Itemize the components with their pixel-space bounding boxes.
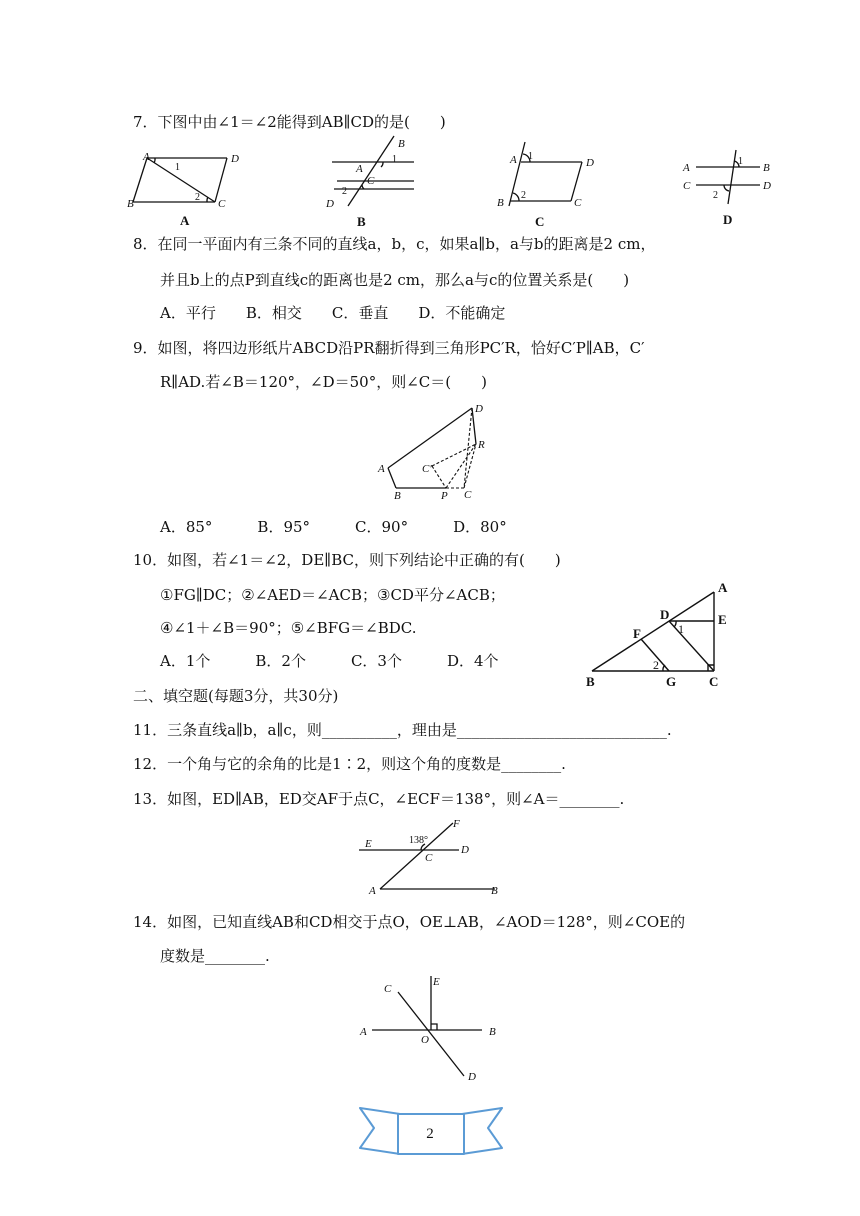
q14-stem-line2: 度数是________. — [160, 947, 270, 965]
q7-figure-d — [676, 146, 786, 228]
svg-text:1: 1 — [738, 156, 743, 167]
svg-text:1: 1 — [678, 622, 684, 636]
q9-options: A．85° B．95° C．90° D．80° — [160, 518, 507, 536]
svg-text:G: G — [666, 674, 677, 689]
svg-text:1: 1 — [392, 154, 397, 165]
q10-conclusions-line1: ①FG∥DC；②∠AED＝∠ACB；③CD平分∠ACB； — [160, 586, 505, 604]
svg-text:138°: 138° — [409, 835, 428, 846]
svg-text:C′: C′ — [422, 463, 432, 475]
q8-stem-line1: 8．在同一平面内有三条不同的直线a，b，c，如果a∥b，a与b的距离是2 cm， — [133, 235, 656, 253]
svg-text:D: D — [475, 403, 483, 415]
svg-text:D: D — [763, 180, 771, 192]
svg-text:2: 2 — [713, 190, 718, 201]
svg-text:C: C — [574, 197, 582, 209]
svg-text:C: C — [683, 180, 691, 192]
q14-stem-line1: 14．如图，已知直线AB和CD相交于点O，OE⊥AB，∠AOD＝128°，则∠COE的 — [133, 913, 686, 931]
svg-text:A: A — [718, 580, 728, 595]
svg-text:C: C — [218, 198, 226, 210]
svg-text:R: R — [478, 439, 485, 451]
svg-text:O: O — [421, 1034, 429, 1046]
q14-figure — [352, 972, 512, 1087]
svg-text:D: D — [723, 212, 733, 227]
svg-text:2: 2 — [342, 186, 347, 197]
q7-figure-a — [125, 148, 255, 228]
svg-text:E: E — [433, 976, 440, 988]
svg-text:P: P — [441, 490, 448, 502]
svg-text:A: A — [143, 151, 150, 163]
svg-text:E: E — [718, 612, 727, 627]
svg-text:A: A — [360, 1026, 367, 1038]
svg-text:2: 2 — [195, 192, 200, 203]
q10-figure — [582, 576, 742, 692]
section-2-title: 二、填空题(每题3分，共30分) — [133, 687, 339, 705]
page-number: 2 — [426, 1126, 434, 1142]
svg-text:C: C — [425, 852, 433, 864]
svg-text:B: B — [357, 214, 366, 229]
svg-text:2: 2 — [653, 658, 659, 672]
q8-stem-line2: 并且b上的点P到直线c的距离也是2 cm，那么a与c的位置关系是( ) — [160, 271, 630, 289]
q12-stem: 12．一个角与它的余角的比是1∶2，则这个角的度数是________. — [133, 755, 566, 773]
q13-stem: 13．如图，ED∥AB，ED交AF于点C，∠ECF＝138°，则∠A＝________. — [133, 790, 625, 808]
svg-text:F: F — [633, 626, 641, 641]
svg-text:A: A — [180, 213, 190, 228]
svg-text:1: 1 — [528, 151, 533, 162]
svg-text:E: E — [365, 838, 372, 850]
svg-text:A: A — [369, 885, 376, 897]
svg-text:F: F — [453, 818, 460, 830]
q9-stem-line1: 9．如图，将四边形纸片ABCD沿PR翻折得到三角形PC′R，恰好C′P∥AB，C′ — [133, 339, 645, 357]
q10-stem: 10．如图，若∠1＝∠2，DE∥BC，则下列结论中正确的有( ) — [133, 551, 561, 569]
svg-text:2: 2 — [521, 190, 526, 201]
svg-text:D: D — [461, 844, 469, 856]
svg-text:C: C — [384, 983, 392, 995]
q8-options: A．平行 B．相交 C．垂直 D．不能确定 — [160, 304, 506, 322]
svg-text:B: B — [398, 138, 405, 150]
svg-text:D: D — [468, 1071, 476, 1083]
svg-text:1: 1 — [175, 162, 180, 173]
svg-text:B: B — [586, 674, 595, 689]
svg-text:A: A — [356, 163, 363, 175]
svg-text:B: B — [394, 490, 401, 502]
svg-text:B: B — [497, 197, 504, 209]
svg-text:B: B — [763, 162, 770, 174]
q10-options: A．1个 B．2个 C．3个 D．4个 — [160, 652, 499, 670]
q7-figure-c — [493, 140, 613, 228]
q7-stem: 7．下图中由∠1＝∠2能得到AB∥CD的是( ) — [133, 113, 446, 131]
q9-figure — [370, 400, 500, 505]
svg-text:B: B — [489, 1026, 496, 1038]
svg-text:D: D — [660, 607, 670, 622]
svg-text:C: C — [367, 175, 375, 187]
svg-text:A: A — [378, 463, 385, 475]
svg-text:D: D — [586, 157, 594, 169]
q7-figure-b — [322, 134, 422, 228]
svg-text:A: A — [683, 162, 690, 174]
svg-text:C: C — [464, 489, 472, 501]
svg-text:B: B — [491, 885, 498, 897]
q11-stem: 11．三条直线a∥b，a∥c，则__________，理由是____________________________. — [133, 721, 672, 739]
svg-text:C: C — [709, 674, 719, 689]
svg-text:B: B — [127, 198, 134, 210]
q9-stem-line2: R∥AD.若∠B＝120°，∠D＝50°，则∠C＝( ) — [160, 373, 487, 391]
q13-figure — [355, 815, 515, 897]
svg-text:D: D — [231, 153, 239, 165]
svg-text:A: A — [510, 154, 517, 166]
svg-text:D: D — [326, 198, 334, 210]
svg-text:C: C — [535, 214, 545, 229]
q10-conclusions-line2: ④∠1＋∠B＝90°；⑤∠BFG＝∠BDC. — [160, 619, 417, 637]
